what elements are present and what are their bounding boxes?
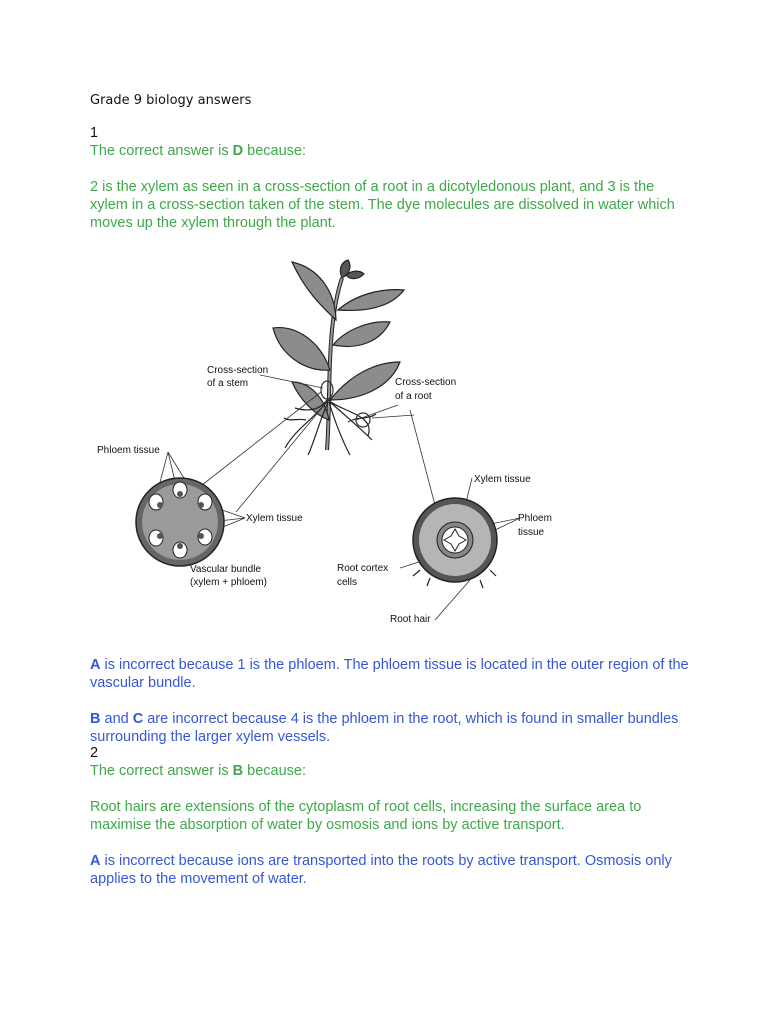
phloem-stem-label: Phloem tissue — [97, 445, 160, 456]
question-1-answer — [90, 142, 690, 160]
stem-cross-section — [136, 478, 224, 566]
root-cross-section — [413, 498, 497, 588]
page-title: Grade 9 biology answers — [90, 93, 252, 108]
question-2-option-a — [90, 852, 690, 888]
question-2-answer — [90, 762, 690, 780]
option-bc-explanation — [90, 710, 690, 746]
option-a-letter: A — [90, 853, 101, 869]
cortex-label-1: Root cortex — [337, 563, 389, 574]
option-a-text: is incorrect because ions are transported into the roots by active transport. Osmosis only applies to the movement of water. — [90, 853, 672, 887]
root-hair-label: Root hair — [390, 614, 431, 625]
answer-suffix: because: — [243, 763, 307, 779]
option-a-letter: A — [90, 657, 101, 673]
vascular-label-2: (xylem + phloem) — [190, 577, 267, 588]
stem-label-2: of a stem — [207, 378, 249, 389]
option-a-text: is incorrect because 1 is the phloem. The phloem tissue is located in the outer region of the vascular bundle. — [90, 657, 689, 691]
phloem-root-label-1: Phloem — [518, 513, 552, 524]
plant-illustration — [273, 260, 404, 455]
option-and: and — [100, 711, 133, 727]
xylem-root-label: Xylem tissue — [474, 474, 531, 485]
option-b-letter: B — [90, 711, 101, 727]
cortex-label-2: cells — [337, 577, 358, 588]
answer-letter: B — [232, 763, 244, 779]
vascular-label-1: Vascular bundle — [190, 564, 261, 575]
answer-prefix: The correct answer is — [90, 143, 233, 159]
answer-suffix: because: — [243, 143, 307, 159]
option-a-explanation — [90, 656, 690, 692]
option-c-letter: C — [132, 711, 144, 727]
plant-diagram — [80, 250, 580, 630]
question-2-explanation: Root hairs are extensions of the cytoplasm of root cells, increasing the surface area to maximise the absorption of water by osmosis and ions by active transport. — [90, 799, 642, 833]
root-label-1: Cross-section — [395, 377, 457, 388]
option-bc-text: are incorrect because 4 is the phloem in the root, which is found in smaller bundles surrounding the larger xylem vessels. — [90, 711, 679, 745]
question-2-number: 2 — [90, 745, 99, 761]
phloem-root-label-2: tissue — [518, 527, 545, 538]
question-1-number: 1 — [90, 125, 99, 141]
question-1-explanation: 2 is the xylem as seen in a cross-section of a root in a dicotyledonous plant, and 3 is the xylem in a cross-section taken of the stem. The dye molecules are dissolved in water which moves up the xylem through the plant. — [90, 179, 675, 231]
answer-letter: D — [232, 143, 244, 159]
stem-label-1: Cross-section — [207, 365, 269, 376]
xylem-stem-label: Xylem tissue — [246, 513, 303, 524]
answer-prefix: The correct answer is — [90, 763, 233, 779]
root-label-2: of a root — [395, 391, 432, 402]
